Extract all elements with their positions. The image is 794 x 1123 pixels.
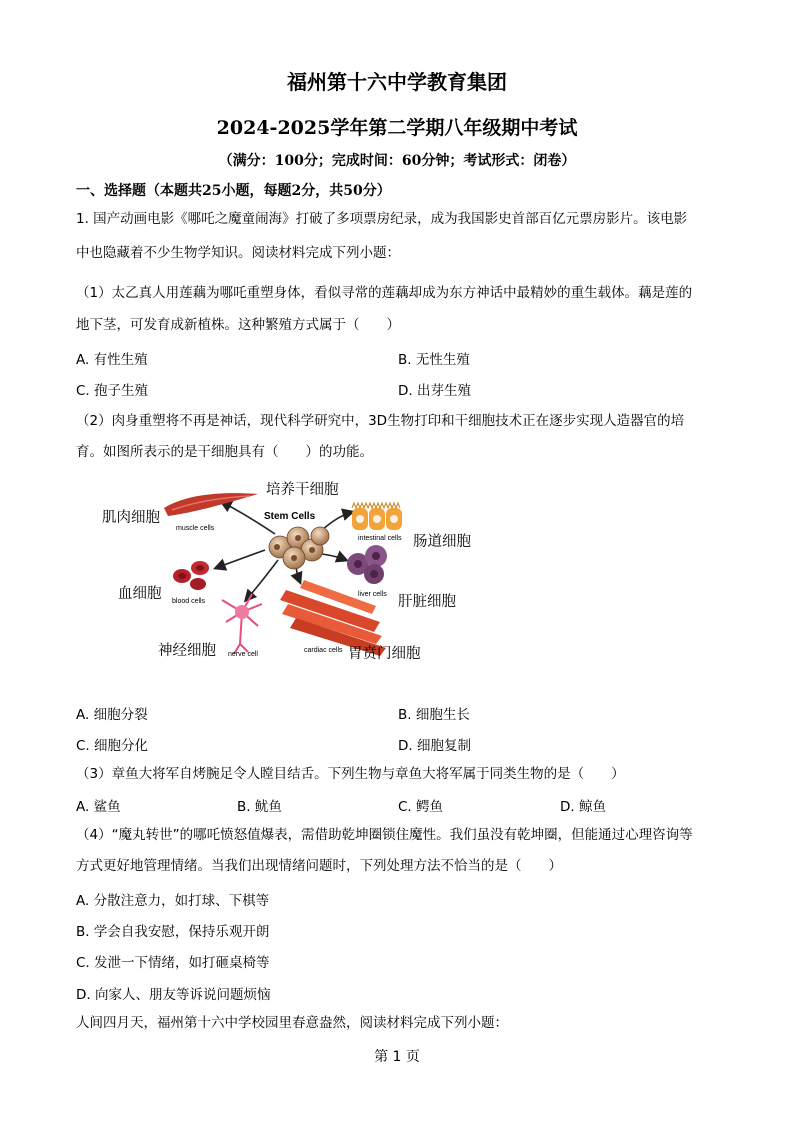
q1-sub2-option-c[interactable]: C. 细胞分化 <box>76 738 149 754</box>
muscle-cells-illustration <box>164 493 258 516</box>
intestinal-cells-en-label: intestinal cells <box>358 535 402 542</box>
q1-sub4-option-b[interactable]: B. 学会自我安慰，保持乐观开朗 <box>76 924 270 940</box>
blood-cells-cn-label: 血细胞 <box>118 586 162 602</box>
nerve-cell-body <box>235 605 249 619</box>
section-title: 一、选择题（本题共25小题，每题2分，共50分） <box>76 183 391 199</box>
q1-sub3-line1: （3）章鱼大将军自烤腕足令人瞠目结舌。下列生物与章鱼大将军属于同类生物的是（ ） <box>76 766 625 782</box>
q1-sub3-option-a[interactable]: A. 鲨鱼 <box>76 799 121 815</box>
liver-cells-en-label: liver cells <box>358 591 387 598</box>
q1-sub2-option-b[interactable]: B. 细胞生长 <box>398 707 470 723</box>
stem-cells-en-label: Stem Cells <box>264 511 316 522</box>
q1-stem-line1: 1. 国产动画电影《哪吒之魔童闹海》打破了多项票房纪录，成为我国影史首部百亿元票房影片。该电影 <box>76 211 688 227</box>
q1-sub2-option-d[interactable]: D. 细胞复制 <box>398 738 471 754</box>
page-number: 第 1 页 <box>374 1049 420 1065</box>
blood-cells-en-label: blood cells <box>172 598 206 605</box>
q1-sub1-option-b[interactable]: B. 无性生殖 <box>398 352 470 368</box>
q1-sub2-option-a[interactable]: A. 细胞分裂 <box>76 707 148 723</box>
q1-sub3-option-b[interactable]: B. 鱿鱼 <box>237 799 282 815</box>
q1-stem-line2: 中也隐藏着不少生物学知识。阅读材料完成下列小题： <box>76 245 400 261</box>
blood-cells-illustration <box>173 561 209 590</box>
q1-sub4-option-d[interactable]: D. 向家人、朋友等诉说问题烦恼 <box>76 987 271 1003</box>
muscle-cells-en-label: muscle cells <box>176 525 215 532</box>
q2-intro: 人间四月天，福州第十六中学校园里春意盎然，阅读材料完成下列小题： <box>76 1015 508 1031</box>
nerve-cell-illustration <box>222 594 262 654</box>
q1-sub3-option-c[interactable]: C. 鳄鱼 <box>398 799 444 815</box>
q1-sub1-option-d[interactable]: D. 出芽生殖 <box>398 383 471 399</box>
stem-cells-cn-label: 培养干细胞 <box>266 482 339 498</box>
q1-sub4-option-c[interactable]: C. 发泄一下情绪，如打砸桌椅等 <box>76 955 270 971</box>
q1-sub4-option-a[interactable]: A. 分散注意力，如打球、下棋等 <box>76 893 270 909</box>
intestinal-cells-cn-label: 肠道细胞 <box>413 534 471 550</box>
intestinal-cells-illustration <box>352 503 402 530</box>
q1-sub1-option-a[interactable]: A. 有性生殖 <box>76 352 148 368</box>
liver-cells-cn-label: 肝脏细胞 <box>398 594 456 610</box>
nerve-cell-en-label: nerve cell <box>228 651 258 658</box>
q1-sub1-option-c[interactable]: C. 孢子生殖 <box>76 383 149 399</box>
q1-sub1-line1: （1）太乙真人用莲藕为哪吒重塑身体，看似寻常的莲藕却成为东方神话中最精妙的重生载体。藕是莲的 <box>76 285 693 301</box>
stem-cells-cluster <box>269 527 329 569</box>
nerve-cell-cn-label: 神经细胞 <box>158 643 216 659</box>
q1-sub2-line1: （2）肉身重塑将不再是神话，现代科学研究中，3D生物打印和干细胞技术正在逐步实现人造器官的培 <box>76 413 685 429</box>
cardiac-cells-cn-label: 胃贲门细胞 <box>348 646 421 662</box>
muscle-cells-cn-label: 肌肉细胞 <box>102 510 160 526</box>
school-title: 福州第十六中学教育集团 <box>287 70 507 94</box>
stem-cell-diagram <box>90 472 450 668</box>
q1-sub3-option-d[interactable]: D. 鲸鱼 <box>560 799 606 815</box>
cardiac-cells-en-label: cardiac cells <box>304 647 343 654</box>
liver-cells-illustration <box>347 545 387 584</box>
q1-sub4-line2: 方式更好地管理情绪。当我们出现情绪问题时，下列处理方法不恰当的是（ ） <box>76 858 562 874</box>
q1-sub1-line2: 地下茎，可发育成新植株。这种繁殖方式属于（ ） <box>76 317 400 333</box>
q1-sub4-line1: （4）“魔丸转世”的哪吒愤怒值爆表，需借助乾坤圈锁住魔性。我们虽没有乾坤圈，但能通过心理咨询等 <box>76 827 693 843</box>
exam-info: （满分：100分；完成时间：60分钟；考试形式：闭卷） <box>218 153 576 169</box>
q1-sub2-line2: 育。如图所表示的是干细胞具有（ ）的功能。 <box>76 444 373 460</box>
exam-title: 2024-2025学年第二学期八年级期中考试 <box>216 117 578 139</box>
